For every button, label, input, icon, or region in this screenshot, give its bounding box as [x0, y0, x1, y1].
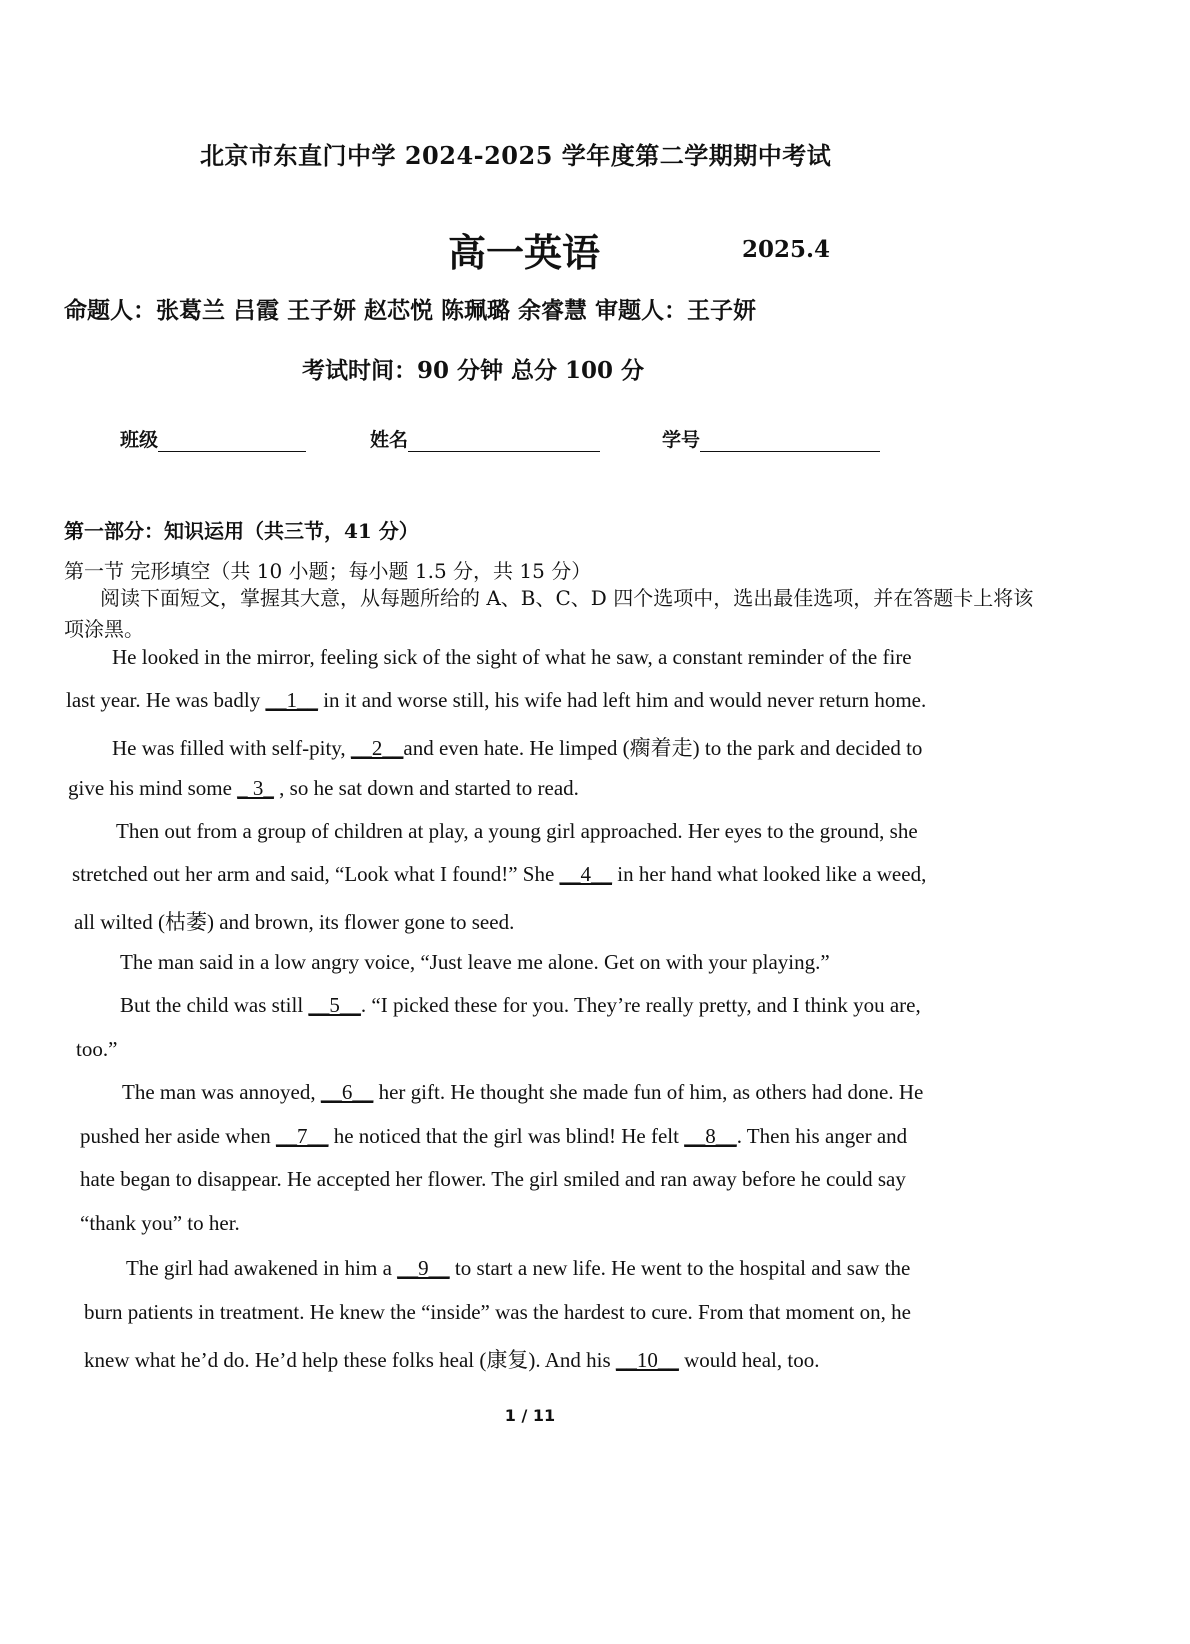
passage-line: He looked in the mirror, feeling sick of the sight of what he saw, a constant reminder of the fire — [112, 645, 912, 669]
passage-line: He was filled with self-pity, __2__and even hate. He limped (瘸着走) to the park and decided to — [112, 736, 923, 760]
passage-line: pushed her aside when __7__ he noticed that the girl was blind! He felt __8__. Then his anger and — [80, 1124, 908, 1148]
section-title: 第一节 完形填空（共 10 小题；每小题 1.5 分，共 15 分） — [64, 559, 592, 583]
passage-line: The man was annoyed, __6__ her gift. He thought she made fun of him, as others had done. He — [122, 1080, 924, 1104]
name-label: 姓名 — [370, 429, 409, 451]
blank-7: __7__ — [275, 1124, 329, 1148]
blank-3: _ 3_ — [237, 776, 274, 800]
passage-line: hate began to disappear. He accepted her flower. The girl smiled and ran away before he could say — [80, 1167, 906, 1191]
blank-5: __5__ — [308, 993, 361, 1017]
part-title: 第一部分：知识运用（共三节，41 分） — [64, 519, 419, 543]
passage-line: all wilted (枯萎) and brown, its flower gone to seed. — [74, 910, 515, 934]
class-label: 班级 — [120, 429, 159, 451]
name-blank[interactable] — [408, 433, 600, 452]
blank-10: __10__ — [615, 1348, 679, 1372]
school-title: 北京市东直门中学 2024-2025 学年度第二学期期中考试 — [200, 141, 832, 170]
student-id-blank[interactable] — [700, 433, 880, 452]
name-field — [370, 425, 600, 452]
student-id-field — [662, 425, 880, 452]
blank-2: __2__ — [350, 736, 404, 760]
passage-line: stretched out her arm and said, “Look what I found!” She __4__ in her hand what looked like a weed, — [72, 862, 927, 886]
passage-line: too.” — [76, 1037, 118, 1061]
blank-6: __6__ — [320, 1080, 374, 1104]
passage-line: last year. He was badly __1__ in it and worse still, his wife had left him and would never return home. — [66, 688, 927, 712]
instructions: 阅读下面短文，掌握其大意，从每题所给的 A、B、C、D 四个选项中，选出最佳选项，并在答题卡上将该项涂黑。 — [64, 586, 1034, 641]
blank-4: __4__ — [559, 862, 613, 886]
blank-9: __9__ — [397, 1256, 450, 1280]
passage-line: burn patients in treatment. He knew the “inside” was the hardest to cure. From that moment on, he — [84, 1300, 911, 1324]
passage-line: But the child was still __5__. “I picked these for you. They’re really pretty, and I think you are, — [120, 993, 921, 1017]
page-number: 1 / 11 — [504, 1406, 556, 1425]
passage-line: give his mind some _ 3_ , so he sat down and started to read. — [68, 776, 579, 800]
exam-date: 2025.4 — [742, 236, 831, 263]
exam-info: 考试时间：90 分钟 总分 100 分 — [302, 357, 645, 384]
class-blank[interactable] — [158, 433, 306, 452]
blank-8: __8__ — [684, 1124, 737, 1148]
passage-line: The man said in a low angry voice, “Just leave me alone. Get on with your playing.” — [120, 950, 830, 974]
passage-line: knew what he’d do. He’d help these folks heal (康复). And his __10__ would heal, too. — [84, 1348, 820, 1372]
blank-1: __1__ — [265, 688, 318, 712]
subject-title: 高一英语 — [448, 230, 601, 275]
class-field — [120, 425, 306, 452]
authors-line: 命题人：张葛兰 吕霞 王子妍 赵芯悦 陈珮璐 余睿慧 审题人：王子妍 — [64, 297, 757, 324]
passage-line: The girl had awakened in him a __9__ to start a new life. He went to the hospital and saw the — [126, 1256, 911, 1280]
passage-line: “thank you” to her. — [80, 1211, 240, 1235]
passage-line: Then out from a group of children at play, a young girl approached. Her eyes to the ground, she — [116, 819, 918, 843]
student-id-label: 学号 — [662, 429, 701, 451]
